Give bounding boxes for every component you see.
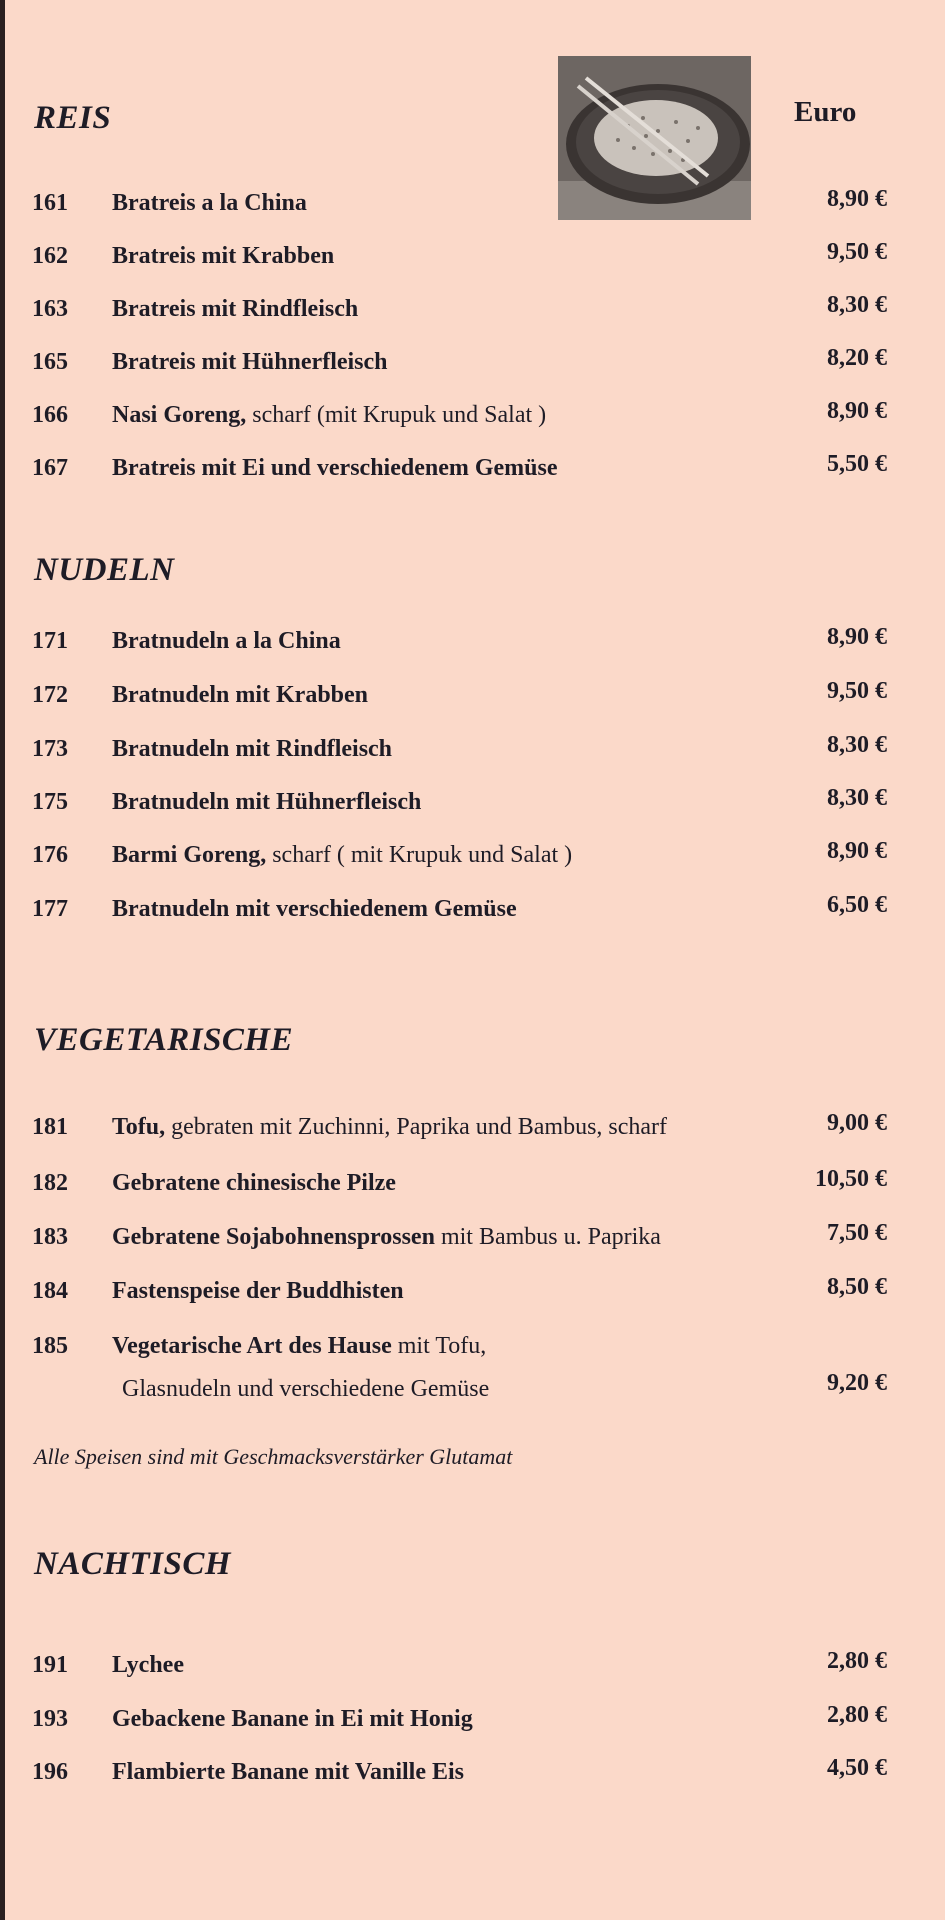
item-number: 176 xyxy=(32,842,68,868)
item-price: 5,50 € xyxy=(827,451,887,477)
item-number: 191 xyxy=(32,1652,68,1678)
item-price: 8,30 € xyxy=(827,292,887,318)
item-price: 9,20 € xyxy=(827,1370,887,1396)
item-number: 166 xyxy=(32,402,68,428)
item-number: 175 xyxy=(32,789,68,815)
item-name: Bratreis a la China xyxy=(112,190,307,216)
item-number: 171 xyxy=(32,628,68,654)
item-number: 184 xyxy=(32,1278,68,1304)
item-number: 183 xyxy=(32,1224,68,1250)
menu-item xyxy=(0,345,945,389)
glutamate-note: Alle Speisen sind mit Geschmacksverstärker Glutamat xyxy=(34,1444,513,1469)
item-number: 172 xyxy=(32,682,68,708)
item-number: 161 xyxy=(32,190,68,216)
item-name: Bratnudeln a la China xyxy=(112,628,341,654)
item-name: Bratreis mit Rindfleisch xyxy=(112,296,359,322)
item-name: Gebratene chinesische Pilze xyxy=(112,1170,396,1196)
item-number: 181 xyxy=(32,1114,68,1140)
menu-item xyxy=(0,1220,945,1264)
menu-item xyxy=(0,732,945,776)
menu-item xyxy=(0,785,945,829)
item-name: Fastenspeise der Buddhisten xyxy=(112,1278,404,1304)
item-number: 163 xyxy=(32,296,68,322)
item-price: 9,50 € xyxy=(827,678,887,704)
price-column-header: Euro xyxy=(794,96,857,128)
item-price: 8,30 € xyxy=(827,732,887,758)
menu-item xyxy=(0,398,945,442)
menu-item xyxy=(0,1166,945,1210)
item-name: Flambierte Banane mit Vanille Eis xyxy=(112,1759,465,1785)
page-left-edge xyxy=(0,0,5,1920)
item-name: Bratnudeln mit verschiedenem Gemüse xyxy=(112,896,517,922)
menu-item xyxy=(0,1702,945,1746)
section-title-nachtisch: NACHTISCH xyxy=(34,1546,232,1582)
menu-item xyxy=(0,292,945,336)
item-name: Tofu, gebraten mit Zuchinni, Paprika und Bambus, scharf xyxy=(112,1114,668,1140)
section-title-nudeln: NUDELN xyxy=(34,552,175,588)
item-price: 8,20 € xyxy=(827,345,887,371)
item-price: 8,30 € xyxy=(827,785,887,811)
menu-item xyxy=(0,239,945,283)
menu-item xyxy=(0,624,945,668)
menu-item xyxy=(0,1648,945,1692)
menu-item xyxy=(0,186,945,230)
item-price: 8,50 € xyxy=(827,1274,887,1300)
item-name: Bratreis mit Ei und verschiedenem Gemüse xyxy=(112,455,558,481)
item-number: 185 xyxy=(32,1333,68,1359)
item-name: Nasi Goreng, scharf (mit Krupuk und Salat ) xyxy=(112,402,547,428)
item-number: 167 xyxy=(32,455,68,481)
menu-item xyxy=(0,1333,945,1373)
item-name: Gebackene Banane in Ei mit Honig xyxy=(112,1706,473,1732)
section-title-vegetarische: VEGETARISCHE xyxy=(34,1022,294,1058)
item-number: 177 xyxy=(32,896,68,922)
item-number: 165 xyxy=(32,349,68,375)
section-title-reis: REIS xyxy=(34,100,112,136)
item-name: Bratreis mit Krabben xyxy=(112,243,335,269)
item-price: 8,90 € xyxy=(827,398,887,424)
item-name: Bratnudeln mit Krabben xyxy=(112,682,369,708)
item-name: Bratnudeln mit Rindfleisch xyxy=(112,736,393,762)
menu-item xyxy=(0,1110,945,1154)
item-name: Gebratene Sojabohnensprossen mit Bambus u. Paprika xyxy=(112,1224,661,1250)
item-number: 193 xyxy=(32,1706,68,1732)
menu-item xyxy=(0,451,945,495)
menu-item xyxy=(0,838,945,882)
item-price: 6,50 € xyxy=(827,892,887,918)
item-price: 9,50 € xyxy=(827,239,887,265)
item-name-continuation: Glasnudeln und verschiedene Gemüse xyxy=(122,1376,490,1402)
item-name: Bratnudeln mit Hühnerfleisch xyxy=(112,789,422,815)
item-price: 7,50 € xyxy=(827,1220,887,1246)
item-name: Bratreis mit Hühnerfleisch xyxy=(112,349,388,375)
item-price: 10,50 € xyxy=(815,1166,887,1192)
menu-item xyxy=(0,1274,945,1318)
item-price: 8,90 € xyxy=(827,624,887,650)
item-name: Vegetarische Art des Hause mit Tofu, xyxy=(112,1333,487,1359)
item-number: 196 xyxy=(32,1759,68,1785)
item-number: 173 xyxy=(32,736,68,762)
item-price: 8,90 € xyxy=(827,186,887,212)
item-name: Barmi Goreng, scharf ( mit Krupuk und Salat ) xyxy=(112,842,573,868)
item-name: Lychee xyxy=(112,1652,184,1678)
item-price: 2,80 € xyxy=(827,1702,887,1728)
item-number: 162 xyxy=(32,243,68,269)
menu-item xyxy=(0,1755,945,1799)
item-price: 9,00 € xyxy=(827,1110,887,1136)
item-price: 4,50 € xyxy=(827,1755,887,1781)
item-number: 182 xyxy=(32,1170,68,1196)
menu-item xyxy=(0,678,945,722)
item-price: 2,80 € xyxy=(827,1648,887,1674)
item-price: 8,90 € xyxy=(827,838,887,864)
menu-item xyxy=(0,892,945,936)
